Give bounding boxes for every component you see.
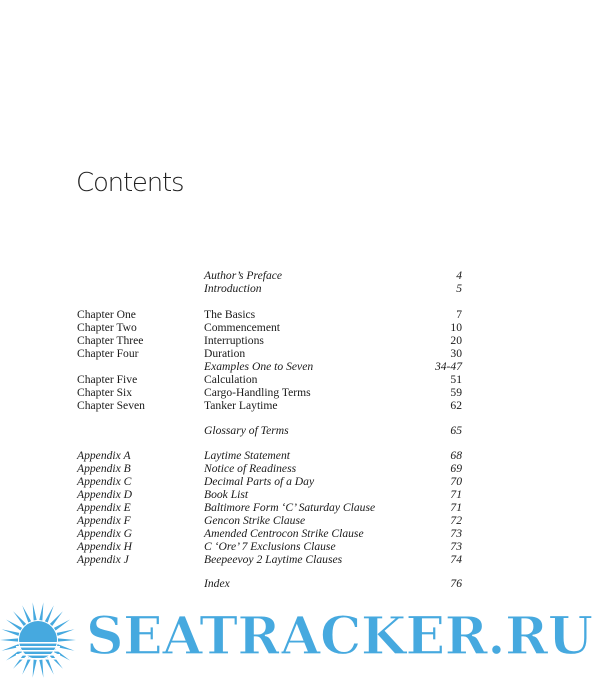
toc-page-number: 4 xyxy=(456,269,462,282)
toc-row xyxy=(0,360,541,373)
sun-ray xyxy=(33,602,37,620)
toc-label: Appendix H xyxy=(77,540,133,553)
toc-row xyxy=(0,282,541,295)
toc-row xyxy=(0,553,541,566)
toc-page-number: 71 xyxy=(450,501,462,514)
toc-label: Chapter One xyxy=(77,308,136,321)
toc-entry: Book List xyxy=(204,488,249,501)
toc-entry: Laytime Statement xyxy=(204,449,290,462)
toc-entry: Commencement xyxy=(204,321,280,334)
toc-page-number: 69 xyxy=(450,462,462,475)
sun-stripe xyxy=(16,650,60,652)
sun-stripe xyxy=(16,646,60,648)
toc-entry: Tanker Laytime xyxy=(204,399,278,412)
toc-label: Appendix B xyxy=(77,462,131,475)
toc-row xyxy=(0,577,541,590)
toc-entry: Decimal Parts of a Day xyxy=(204,475,315,488)
toc-entry: Baltimore Form ‘C’ Saturday Clause xyxy=(204,501,376,514)
sun-ray xyxy=(13,654,26,669)
sun-ray xyxy=(39,602,43,620)
toc-page-number: 65 xyxy=(450,424,462,437)
toc-row xyxy=(0,501,541,514)
toc-page-number: 73 xyxy=(450,527,462,540)
toc-label: Appendix A xyxy=(77,449,131,462)
toc-entry: Glossary of Terms xyxy=(204,424,289,437)
sun-disc xyxy=(19,621,57,659)
toc-row xyxy=(0,527,541,540)
toc-page-number: 62 xyxy=(450,399,462,412)
sun-ray xyxy=(50,654,63,669)
toc-row xyxy=(0,308,541,321)
toc-entry: The Basics xyxy=(204,308,256,321)
toc-row xyxy=(0,475,541,488)
toc-label: Chapter Two xyxy=(77,321,137,334)
toc-row xyxy=(0,488,541,501)
toc-label: Appendix G xyxy=(77,527,133,540)
toc-page-number: 76 xyxy=(450,577,462,590)
toc-row xyxy=(0,514,541,527)
toc-page-number: 20 xyxy=(450,334,462,347)
sun-ray xyxy=(22,605,31,622)
toc-row xyxy=(0,334,541,347)
toc-label: Appendix F xyxy=(77,514,131,527)
toc-entry: C ‘Ore’ 7 Exclusions Clause xyxy=(204,540,336,553)
toc-entry: Cargo-Handling Terms xyxy=(204,386,311,399)
toc-page-number: 5 xyxy=(456,282,462,295)
toc-entry: Calculation xyxy=(204,373,258,386)
sun-ray xyxy=(13,611,26,626)
toc-label: Appendix J xyxy=(77,553,129,566)
toc-row xyxy=(0,269,541,282)
sun-stripe xyxy=(16,654,60,656)
toc-page-number: 72 xyxy=(450,514,462,527)
toc-label: Appendix C xyxy=(77,475,132,488)
toc-page-number: 68 xyxy=(450,449,462,462)
toc-entry: Interruptions xyxy=(204,334,264,347)
toc-row xyxy=(0,449,541,462)
toc-row xyxy=(0,462,541,475)
toc-label: Chapter Three xyxy=(77,334,144,347)
toc-entry: Notice of Readiness xyxy=(204,462,297,475)
toc-label: Chapter Seven xyxy=(77,399,145,412)
toc-entry: Duration xyxy=(204,347,246,360)
toc-page-number: 10 xyxy=(450,321,462,334)
sun-stripe xyxy=(16,642,60,644)
sun-ray xyxy=(33,660,37,678)
sun-stripe xyxy=(16,658,60,660)
toc-row xyxy=(0,424,541,437)
sun-ray xyxy=(0,638,18,641)
toc-row xyxy=(0,399,541,412)
toc-page-number: 51 xyxy=(450,373,462,386)
toc-label: Appendix D xyxy=(77,488,133,501)
toc-page-number: 73 xyxy=(450,540,462,553)
toc-entry: Gencon Strike Clause xyxy=(204,514,306,527)
sun-ray xyxy=(39,660,43,678)
toc-page-number: 71 xyxy=(450,488,462,501)
toc-page-number: 34-47 xyxy=(434,360,462,373)
toc-page-number: 30 xyxy=(450,347,462,360)
toc-row xyxy=(0,386,541,399)
sun-ray xyxy=(45,605,54,622)
toc-entry: Introduction xyxy=(204,282,262,295)
sun-ray xyxy=(54,619,70,630)
sun-icon xyxy=(0,602,76,677)
sun-ray xyxy=(22,657,31,674)
toc-row xyxy=(0,540,541,553)
toc-row xyxy=(0,321,541,334)
sun-ray xyxy=(50,611,63,626)
toc-page-number: 7 xyxy=(456,308,462,321)
toc-row xyxy=(0,347,541,360)
page-title: Contents xyxy=(76,168,184,198)
sun-ray xyxy=(6,619,22,630)
toc-entry: Amended Centrocon Strike Clause xyxy=(204,527,364,540)
sun-ray xyxy=(2,629,20,636)
toc-row xyxy=(0,373,541,386)
toc-page-number: 70 xyxy=(450,475,462,488)
watermark-text: SEATRACKER.RU xyxy=(86,606,593,667)
sun-ray xyxy=(58,638,76,641)
sun-ray xyxy=(57,629,75,636)
toc-entry: Examples One to Seven xyxy=(204,360,314,373)
toc-page-number: 59 xyxy=(450,386,462,399)
toc-label: Chapter Four xyxy=(77,347,139,360)
toc-entry: Beepeevoy 2 Laytime Clauses xyxy=(204,553,343,566)
toc-label: Appendix E xyxy=(77,501,131,514)
toc-entry: Author’s Preface xyxy=(204,269,283,282)
toc-label: Chapter Five xyxy=(77,373,138,386)
sun-ray xyxy=(45,657,54,674)
toc-entry: Index xyxy=(204,577,230,590)
toc-label: Chapter Six xyxy=(77,386,133,399)
toc-page-number: 74 xyxy=(450,553,462,566)
